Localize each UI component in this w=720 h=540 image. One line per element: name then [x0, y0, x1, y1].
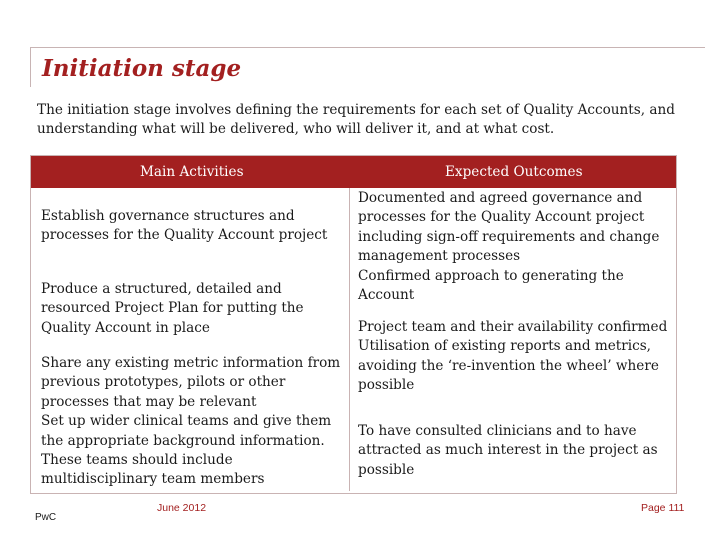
outcome-project-team: Project team and their availability confirmed Utilisation of existing reports and metrics, avoiding the ‘re-invention the wheel’ where possible — [358, 319, 668, 394]
header-side-rule — [30, 47, 31, 87]
footer-brand: PwC — [35, 512, 57, 523]
activity-share-metrics: Share any existing metric information from previous prototypes, pilots or other processes that may be relevant Set up wider clinical teams and give them the appropriate background information. These teams should include multidisciplinary team members — [41, 355, 341, 488]
activity-project-plan: Produce a structured, detailed and resourced Project Plan for putting the Quality Account in place — [41, 281, 304, 336]
activities-table — [30, 155, 677, 494]
slide-title: Initiation stage — [42, 55, 242, 82]
activity-governance: Establish governance structures and processes for the Quality Account project — [41, 208, 328, 244]
footer-page-number: Page 111 — [641, 502, 685, 514]
outcome-clinicians: To have consulted clinicians and to have attracted as much interest in the project as possible — [358, 423, 658, 478]
outcome-governance: Documented and agreed governance and processes for the Quality Account project including sign-off requirements and change management processes Confirmed approach to generating the Account — [358, 190, 660, 304]
intro-text: The initiation stage involves defining the requirements for each set of Quality Accounts, and understanding what will be delivered, who will deliver it, and at what cost. — [37, 102, 675, 137]
header-rule — [30, 47, 705, 48]
column-divider — [349, 188, 350, 491]
table-header-row — [31, 156, 676, 188]
header-main-activities: Main Activities — [140, 164, 244, 180]
footer-date: June 2012 — [157, 502, 207, 514]
header-expected-outcomes: Expected Outcomes — [445, 164, 583, 180]
